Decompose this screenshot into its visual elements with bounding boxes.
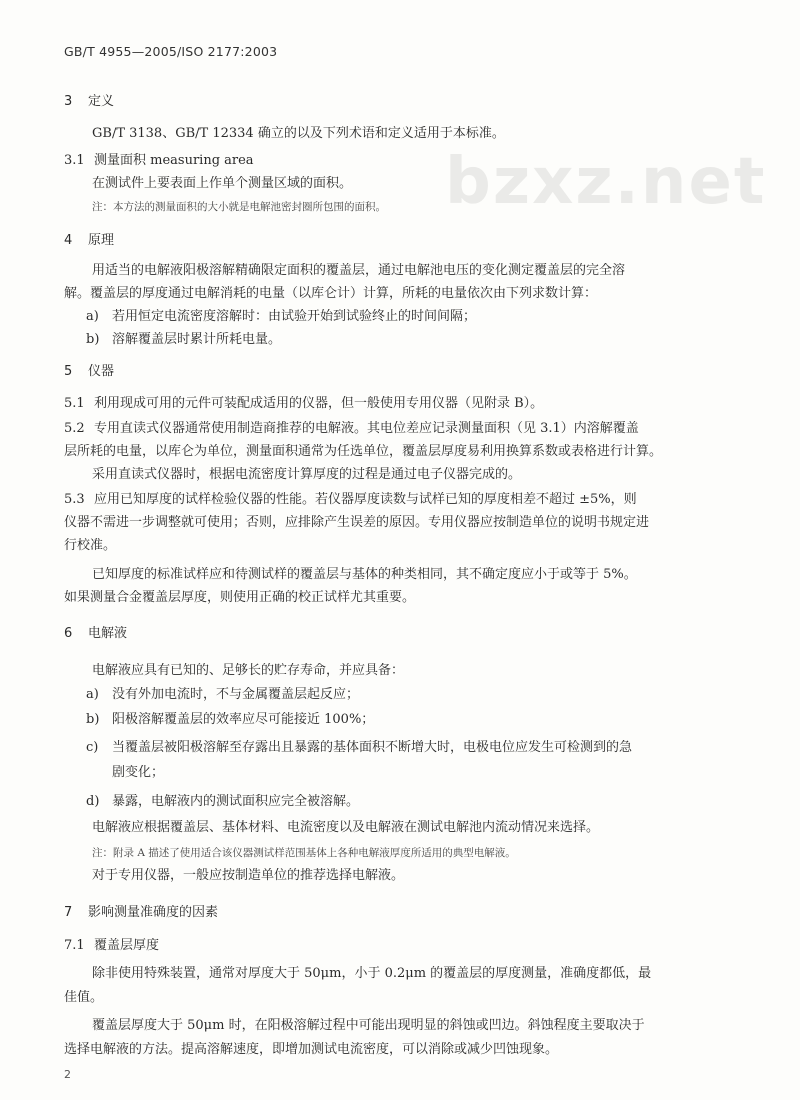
section-6-intro: 电解液应具有已知的、足够长的贮存寿命，并应具备： xyxy=(92,663,405,678)
list-item-b xyxy=(86,712,754,728)
clause-number: 5.1 xyxy=(64,396,85,411)
section-number: 7 xyxy=(64,905,73,920)
clause-5-3-para-2-line-2: 如果测量合金覆盖层厚度，则使用正确的校正试样尤其重要。 xyxy=(64,590,416,605)
clause-text: 利用现成可用的元件可装配成适用的仪器，但一般使用专用仪器（见附录 B）。 xyxy=(94,396,544,411)
section-4-text-line-1: 用适当的电解液阳极溶解精确限定面积的覆盖层，通过电解池电压的变化测定覆盖层的完全溶 xyxy=(92,263,626,278)
clause-7-1-para-1-line-2: 佳值。 xyxy=(64,990,104,1005)
list-item-b xyxy=(86,332,754,348)
clause-number: 7.1 xyxy=(64,938,85,953)
list-text: 当覆盖层被阳极溶解至存露出且暴露的基体面积不断增大时，电极电位应发生可检测到的急 xyxy=(112,740,633,755)
section-title: 原理 xyxy=(88,233,115,248)
list-text: 溶解覆盖层时累计所耗电量。 xyxy=(112,332,282,347)
list-item-c-line-2: 剧变化； xyxy=(112,765,165,780)
document-code-header: GB/T 4955—2005/ISO 2177:2003 xyxy=(64,44,278,59)
clause-5-3-para-2-line-1: 已知厚度的标准试样应和待测试样的覆盖层与基体的种类相同，其不确定度应小于或等于 5%。 xyxy=(92,567,637,582)
list-label: b) xyxy=(86,712,100,727)
definition-3-1-heading xyxy=(64,153,754,169)
list-text: 若用恒定电流密度溶解时：由试验开始到试验终止的时间间隔； xyxy=(112,309,477,324)
list-label: b) xyxy=(86,332,100,347)
section-5-heading xyxy=(64,364,754,380)
section-4-text-line-2: 解。覆盖层的厚度通过电解消耗的电量（以库仑计）计算，所耗的电量依次由下列求数计算： xyxy=(64,286,598,301)
section-6-heading xyxy=(64,626,754,642)
clause-text: 专用直读式仪器通常使用制造商推荐的电解液。其电位差应记录测量面积（见 3.1）内溶解覆盖 xyxy=(94,421,639,436)
list-label: d) xyxy=(86,794,100,809)
list-text: 暴露，电解液内的测试面积应完全被溶解。 xyxy=(112,794,360,809)
clause-5-2-line-2: 层所耗的电量，以库仑为单位，测量面积通常为任选单位，覆盖层厚度易利用换算系数或表格进行计算。 xyxy=(64,444,663,459)
list-item-a xyxy=(86,309,754,325)
section-4-heading xyxy=(64,233,754,249)
section-7-heading xyxy=(64,905,754,921)
section-title: 影响测量准确度的因素 xyxy=(88,905,219,920)
clause-7-1-heading xyxy=(64,938,754,954)
list-label: c) xyxy=(86,740,99,755)
list-item-d xyxy=(86,794,754,810)
clause-5-3-line-1 xyxy=(64,492,754,508)
clause-5-2-line-3: 采用直读式仪器时，根据电流密度计算厚度的过程是通过电子仪器完成的。 xyxy=(92,467,522,482)
clause-5-3-line-2: 仪器不需进一步调整就可使用；否则，应排除产生误差的原因。专用仪器应按制造单位的说明书规定进 xyxy=(64,515,650,530)
list-label: a) xyxy=(86,687,99,702)
clause-number: 5.2 xyxy=(64,421,85,436)
clause-7-1-para-2-line-1: 覆盖层厚度大于 50μm 时，在阳极溶解过程中可能出现明显的斜蚀或凹边。斜蚀程度主要取决于 xyxy=(92,1018,645,1033)
section-6-note: 注：附录 A 描述了使用适合该仪器测试样范围基体上各种电解液厚度所适用的典型电解液。 xyxy=(92,847,516,859)
clause-5-2-line-1 xyxy=(64,421,754,437)
section-6-para-1: 电解液应根据覆盖层、基体材料、电流密度以及电解液在测试电解池内流动情况来选择。 xyxy=(92,820,600,835)
definition-3-1-text: 在测试件上要表面上作单个测量区域的面积。 xyxy=(92,176,353,191)
clause-number: 3.1 xyxy=(64,153,85,168)
site-watermark: bzxz.net xyxy=(445,145,767,219)
clause-number: 5.3 xyxy=(64,492,85,507)
clause-text: 应用已知厚度的试样检验仪器的性能。若仪器厚度读数与试样已知的厚度相差不超过 ±5%，则 xyxy=(94,492,637,507)
section-3-intro: GB/T 3138、GB/T 12334 确立的以及下列术语和定义适用于本标准。 xyxy=(92,126,505,141)
list-label: a) xyxy=(86,309,99,324)
list-item-a xyxy=(86,687,754,703)
list-text: 阳极溶解覆盖层的效率应尽可能接近 100%； xyxy=(112,712,375,727)
clause-7-1-para-2-line-2: 选择电解液的方法。提高溶解速度，即增加测试电流密度，可以消除或减少凹蚀现象。 xyxy=(64,1042,559,1057)
section-title: 电解液 xyxy=(88,626,128,641)
clause-5-1 xyxy=(64,396,754,412)
definition-3-1-note: 注：本方法的测量面积的大小就是电解池密封圈所包围的面积。 xyxy=(92,201,386,213)
list-text: 没有外加电流时，不与金属覆盖层起反应； xyxy=(112,687,360,702)
section-3-heading xyxy=(64,94,754,110)
section-title: 仪器 xyxy=(88,364,115,379)
section-title: 定义 xyxy=(88,94,115,109)
section-number: 3 xyxy=(64,94,73,109)
section-number: 6 xyxy=(64,626,73,641)
section-number: 4 xyxy=(64,233,73,248)
page-number: 2 xyxy=(64,1068,71,1081)
section-number: 5 xyxy=(64,364,73,379)
clause-title: 覆盖层厚度 xyxy=(94,938,160,953)
clause-5-3-line-3: 行校准。 xyxy=(64,538,117,553)
clause-7-1-para-1-line-1: 除非使用特殊装置，通常对厚度大于 50μm，小于 0.2μm 的覆盖层的厚度测量，准确度都低，最 xyxy=(92,966,652,981)
list-item-c-line-1 xyxy=(86,740,754,756)
section-6-para-2: 对于专用仪器，一般应按制造单位的推荐选择电解液。 xyxy=(92,868,405,883)
definition-term: 测量面积 measuring area xyxy=(94,153,254,168)
